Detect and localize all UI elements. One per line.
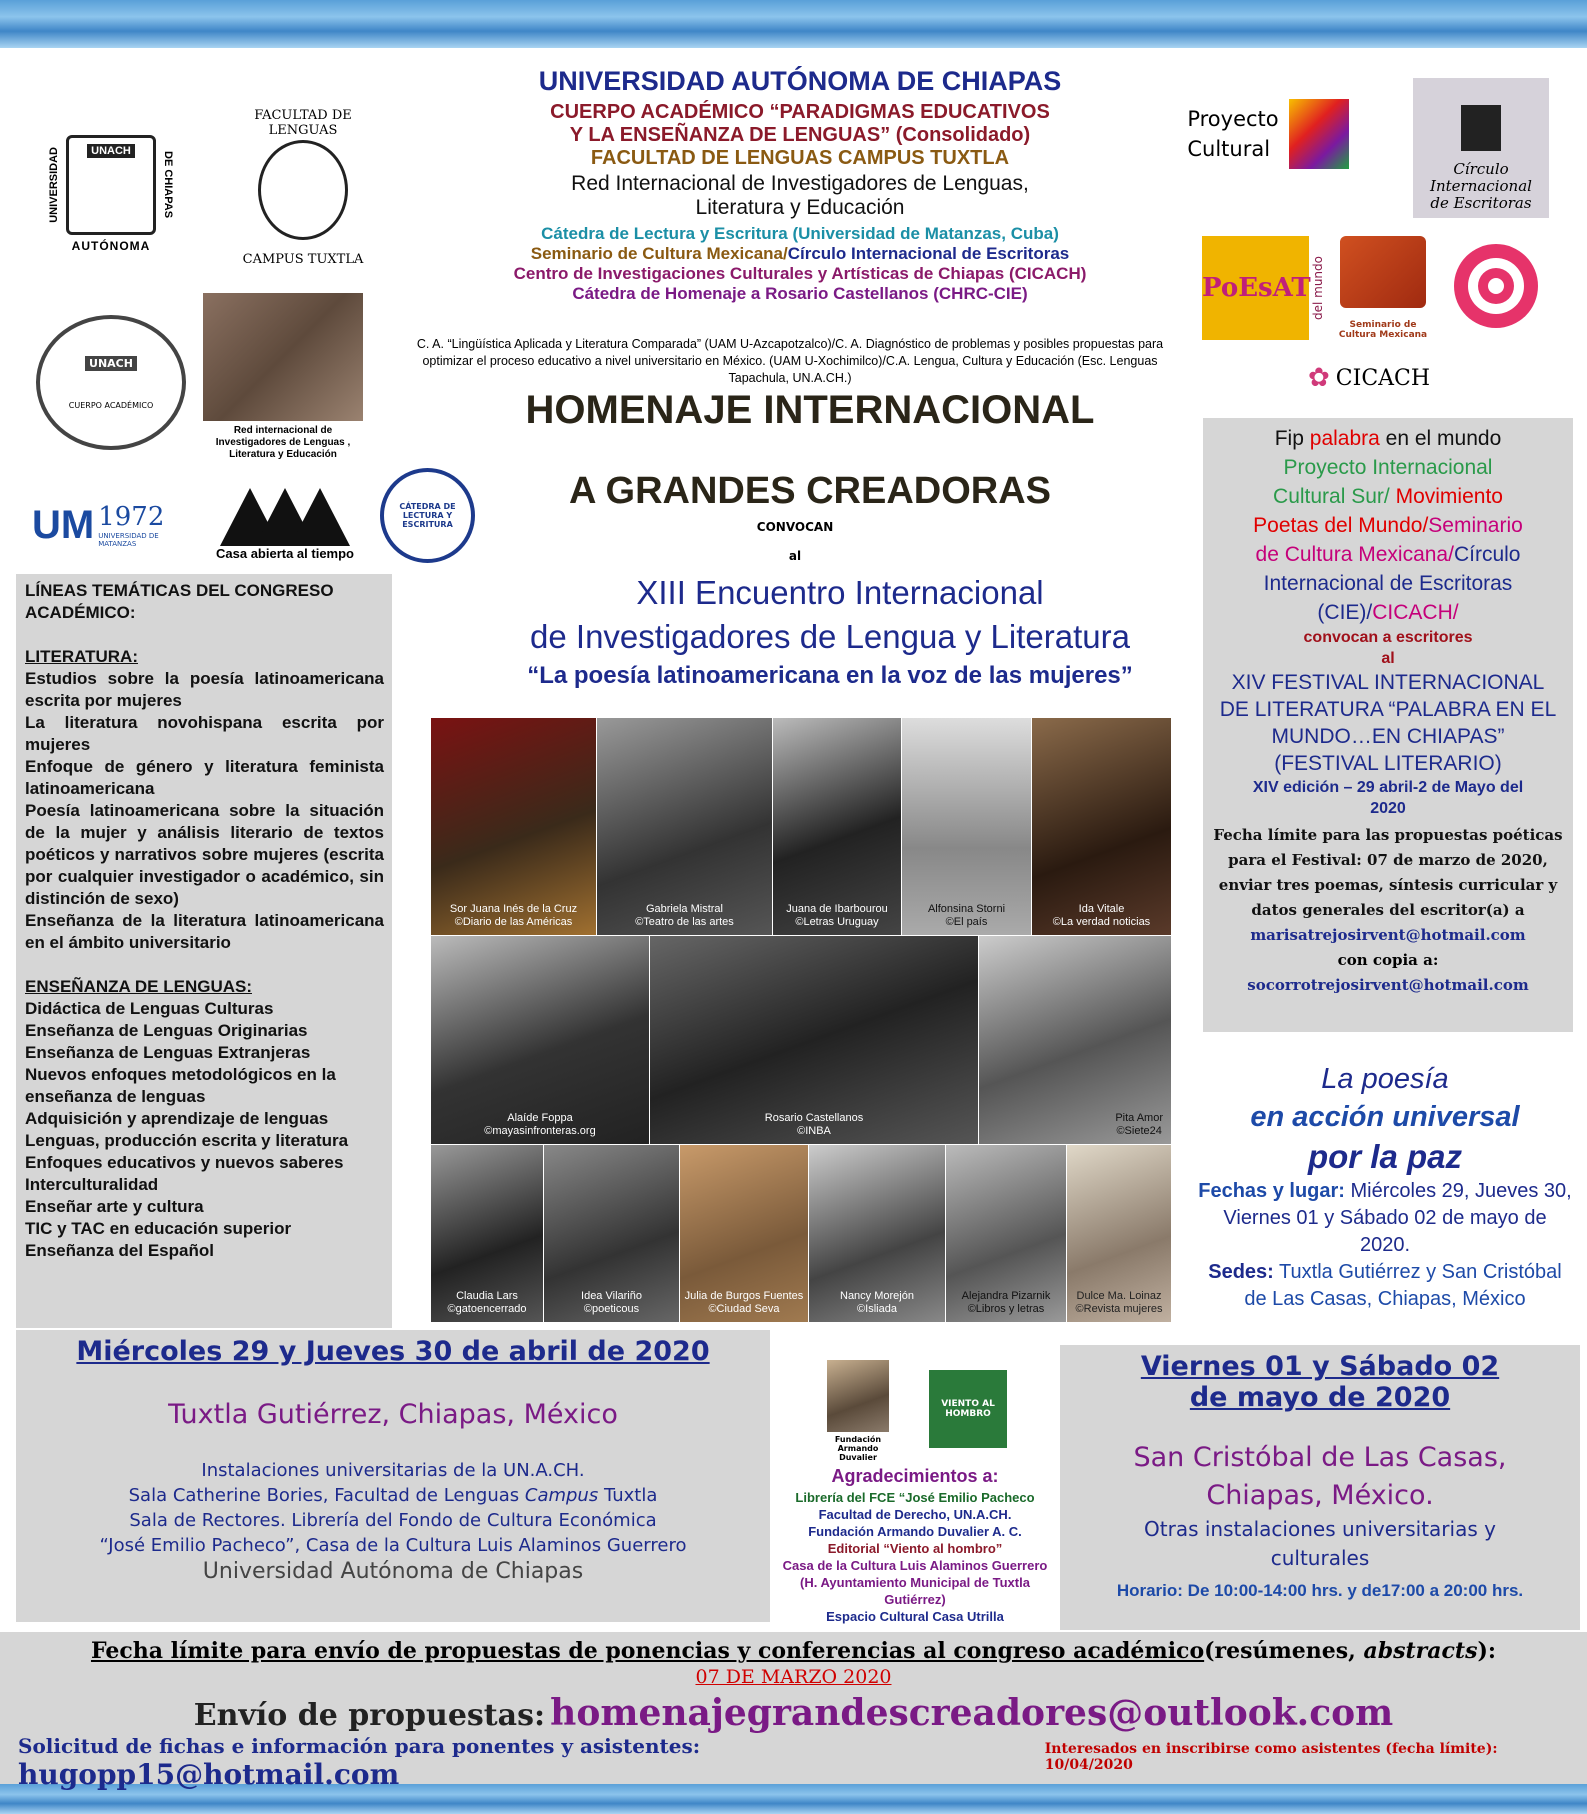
festival-panel <box>1203 418 1573 1032</box>
convocan-text: CONVOCAN <box>756 520 834 534</box>
photo-julia-de-burgos <box>680 1145 808 1322</box>
photo-credit: ©gatoencerrado <box>447 1302 527 1315</box>
red-logo <box>203 293 363 483</box>
cuerpo-academico-logo <box>36 315 186 450</box>
unach-logo-bottom-text: AUTÓNOMA <box>71 239 151 253</box>
venue-line-5: Universidad Autónoma de Chiapas <box>202 1559 584 1584</box>
circulo-3: de Escritoras <box>1430 194 1532 212</box>
ens-item: Didáctica de Lenguas Culturas <box>25 999 274 1018</box>
ens-item: Enseñanza de Lenguas Extranjeras <box>25 1043 311 1062</box>
solicitud-email-link[interactable]: hugopp15@hotmail.com <box>18 1758 400 1791</box>
photo-name: Dulce Ma. Loinaz <box>1076 1289 1162 1302</box>
lit-item: Enseñanza de la literatura latinoamericana en el ámbito universitario <box>25 911 384 952</box>
viento-al-hombro-logo <box>929 1370 1007 1448</box>
photo-credit: ©Libros y letras <box>967 1302 1045 1315</box>
red-line-1: Red Internacional de Investigadores de Lenguas, <box>571 172 1029 195</box>
photo-claudia-lars <box>431 1145 543 1322</box>
cicach-logo <box>1308 360 1458 396</box>
copia-text: con copia a: <box>1337 951 1439 969</box>
um-name: UNIVERSIDAD DE MATANZAS <box>98 532 159 548</box>
photo-nancy-morejon <box>809 1145 945 1322</box>
encuentro-line-2: de Investigadores de Lengua y Literatura <box>530 618 1130 655</box>
photo-credit: ©mayasinfronteras.org <box>484 1124 596 1137</box>
unach-logo-left-text: UNIVERSIDAD <box>48 147 60 223</box>
photo-name: Gabriela Mistral <box>645 902 723 915</box>
facultad-logo <box>218 100 388 280</box>
cicach-text: CICACH <box>1335 365 1431 391</box>
envio-email-link[interactable]: homenajegrandescreadores@outlook.com <box>550 1692 1394 1734</box>
seminario-text-1: Seminario <box>1428 514 1523 537</box>
venue-line-4: “José Emilio Pacheco”, Casa de la Cultura Luis Alaminos Guerrero <box>99 1535 687 1556</box>
sc-city-1: San Cristóbal de Las Casas, <box>1133 1442 1507 1473</box>
photo-sor-juana <box>431 718 596 935</box>
photo-name: Claudia Lars <box>456 1289 518 1302</box>
cuerpo-logo-sub: CUERPO ACADÉMICO <box>68 400 154 410</box>
lit-item: Poesía latinoamericana sobre la situación de la mujer y análisis literario de textos poéticos y narrativos sobre mujeres (escrita por cualquier investigador o académico, sin distinción de sexo) <box>25 801 384 908</box>
seminario-caption: Seminario de Cultura Mexicana <box>1338 320 1428 340</box>
sc-horario: Horario: De 10:00-14:00 hrs. y de17:00 a 20:00 hrs. <box>1116 1581 1524 1600</box>
unach-logo-center-text: UNACH <box>87 144 135 158</box>
deadline-date: 07 DE MARZO 2020 <box>695 1666 892 1688</box>
seminario-line: Seminario de Cultura Mexicana/ <box>530 244 788 263</box>
agradecimiento-item: Fundación Armando Duvalier A. C. <box>808 1524 1022 1539</box>
facultad-line: FACULTAD DE LENGUAS CAMPUS TUXTLA <box>590 147 1010 169</box>
poesat-logo <box>1202 236 1325 340</box>
photo-alfonsina-storni <box>902 718 1031 935</box>
photo-credit: ©Isliada <box>857 1302 897 1315</box>
grandes-title: A GRANDES CREADORAS <box>568 470 1052 512</box>
encuentro-line-1: XIII Encuentro Internacional <box>636 574 1044 611</box>
solicitud-label: Solicitud de fichas e información para ponentes y asistentes: <box>18 1734 701 1758</box>
proyecto-cultural-1: Proyecto <box>1187 107 1279 131</box>
venue-line-2a: Sala Catherine Bories, Facultad de Lenguas <box>128 1485 525 1506</box>
cicach-flower-icon: ✿ <box>1308 363 1330 393</box>
photo-ida-vitale <box>1032 718 1171 935</box>
circulo-line: Círculo Internacional de Escritoras <box>787 244 1070 263</box>
fechas-label: Fechas y lugar: <box>1198 1180 1345 1202</box>
lit-item: Enfoque de género y literatura feminista latinoamericana <box>25 757 384 798</box>
facultad-logo-bottom-text: CAMPUS TUXTLA <box>242 252 364 267</box>
photo-gabriela-mistral <box>597 718 772 935</box>
sc-dates-2: de mayo de 2020 <box>1189 1382 1451 1413</box>
photo-credit: ©poeticous <box>583 1302 640 1315</box>
ens-item: Enseñanza del Español <box>25 1241 214 1260</box>
circulo-2: Internacional <box>1430 177 1532 195</box>
lit-item: Estudios sobre la poesía latinoamericana escrita por mujeres <box>25 669 384 710</box>
palabra-text: palabra <box>1309 427 1380 450</box>
photo-alaide-foppa <box>431 936 649 1144</box>
catedra-badge-text: CÁTEDRA DE LECTURA Y ESCRITURA <box>399 502 456 529</box>
tema-line: “La poesía latinoamericana en la voz de las mujeres” <box>527 662 1133 689</box>
deadline-line <box>0 1638 1587 1664</box>
photo-name: Nancy Morejón <box>840 1289 914 1302</box>
top-water-strip <box>0 0 1587 48</box>
email-socorro-link[interactable]: socorrotrejosirvent@hotmail.com <box>1247 976 1529 994</box>
photo-name: Idea Vilariño <box>581 1289 642 1302</box>
festival-title: XIV FESTIVAL INTERNACIONAL DE LITERATURA “PALABRA EN EL MUNDO…EN CHIAPAS” (FESTIVAL LITERARIO) <box>1219 671 1557 775</box>
homenaje-title: HOMENAJE INTERNACIONAL <box>525 388 1095 432</box>
header-block <box>400 66 1200 304</box>
cuerpo-line-2: Y LA ENSEÑANZA DE LENGUAS” (Consolidado) <box>569 124 1031 146</box>
venue-line-2b: Campus <box>524 1485 599 1506</box>
agradecimiento-item: Espacio Cultural Casa Utrilla <box>826 1609 1004 1624</box>
sedes-label: Sedes: <box>1208 1261 1274 1283</box>
photo-juana-ibarbourou <box>773 718 901 935</box>
photo-grid <box>431 718 1171 1322</box>
fundacion-caption: Fundación Armando Duvalier <box>834 1435 882 1462</box>
poesia-line-3: por la paz <box>1307 1138 1463 1175</box>
cicach-text-right: CICACH/ <box>1372 601 1459 624</box>
photo-name: Pita Amor <box>1115 1111 1163 1124</box>
photo-dulce-loinaz <box>1067 1145 1171 1322</box>
circulo-escritoras-logo <box>1413 78 1549 218</box>
en-el-mundo-text: en el mundo <box>1385 427 1502 450</box>
ens-item: Nuevos enfoques metodológicos en la enseñanza de lenguas <box>25 1065 336 1106</box>
photo-credit: ©Letras Uruguay <box>795 915 879 928</box>
red-logo-caption: Red internacional de Investigadores de Lenguas , Literatura y Educación <box>215 425 351 460</box>
ens-item: Interculturalidad <box>25 1175 159 1194</box>
photo-credit: ©Revista mujeres <box>1075 1302 1163 1315</box>
seminario-logo <box>1330 236 1436 340</box>
photo-name: Julia de Burgos Fuentes <box>684 1289 804 1302</box>
cuerpo-logo-center: UNACH <box>85 356 137 371</box>
sc-dates-1: Viernes 01 y Sábado 02 <box>1140 1351 1500 1382</box>
proyecto-line-2: Cultural Sur/ <box>1273 485 1390 508</box>
lit-item: La literatura novohispana escrita por mujeres <box>25 713 384 754</box>
proyecto-cultural-logo <box>1178 78 1358 190</box>
al-right: al <box>1381 650 1395 667</box>
spiral-logo <box>1450 240 1542 332</box>
photo-name: Rosario Castellanos <box>764 1111 864 1124</box>
fechas-text: Miércoles 29, Jueves 30, Viernes 01 y Sábado 02 de mayo de 2020. <box>1223 1180 1572 1256</box>
red-logo-image <box>203 293 363 421</box>
movimiento-text: Movimiento <box>1395 485 1503 508</box>
uam-logo-mark <box>220 488 350 546</box>
lineas-title: LÍNEAS TEMÁTICAS DEL CONGRESO ACADÉMICO: <box>25 581 334 622</box>
tuxtla-dates: Miércoles 29 y Jueves 30 de abril de 2020 <box>76 1336 710 1367</box>
deadline-extra-1: (resúmenes, <box>1204 1638 1364 1664</box>
photo-name: Ida Vitale <box>1078 902 1125 915</box>
red-line-2: Literatura y Educación <box>695 196 905 219</box>
deadline-label: Fecha límite para envío de propuestas de ponencias y conferencias al congreso académico <box>90 1638 1205 1664</box>
poesat-text: PoEsAT <box>1202 273 1311 303</box>
agradecimientos-block <box>775 1466 1055 1625</box>
envio-label: Envío de propuestas: <box>193 1698 546 1733</box>
lineas-tematicas-panel <box>16 574 392 1328</box>
agradecimiento-item: Casa de la Cultura Luis Alaminos Guerrero (H. Ayuntamiento Municipal de Tuxtla Gutiérrez) <box>782 1558 1048 1607</box>
al-text: al <box>788 549 802 563</box>
photo-name: Alejandra Pizarnik <box>961 1289 1051 1302</box>
seminario-text-2: de Cultura Mexicana/ <box>1255 543 1454 566</box>
catedra-lectura-line: Cátedra de Lectura y Escritura (Universidad de Matanzas, Cuba) <box>541 224 1059 243</box>
san-cristobal-panel <box>1060 1345 1580 1630</box>
sc-otras: Otras instalaciones universitarias y culturales <box>1144 1517 1496 1570</box>
um-year: 1972 <box>98 502 165 532</box>
ens-item: Lenguas, producción escrita y literatura <box>25 1131 349 1150</box>
fecha-limite-poeticas: Fecha límite para las propuestas poéticas para el Festival: 07 de marzo de 2020, enviar tres poemas, síntesis curricular y datos generales del escritor(a) a <box>1213 826 1563 919</box>
convocan-escritores: convocan a escritores <box>1303 629 1473 646</box>
university-title: UNIVERSIDAD AUTÓNOMA DE CHIAPAS <box>538 66 1062 96</box>
tuxtla-panel <box>16 1330 770 1622</box>
poesia-line-1: La poesía <box>1321 1063 1449 1095</box>
tuxtla-city: Tuxtla Gutiérrez, Chiapas, México <box>168 1399 618 1430</box>
photo-credit: ©Teatro de las artes <box>635 915 734 928</box>
photo-credit: ©Siete24 <box>1116 1124 1162 1137</box>
footer-panel <box>0 1632 1587 1791</box>
proyecto-cultural-2: Cultural <box>1187 137 1271 161</box>
circulo-text-1: Círculo <box>1453 543 1521 566</box>
venue-line-1: Instalaciones universitarias de la UN.A.CH. <box>201 1460 585 1481</box>
photo-rosario-castellanos <box>650 936 978 1144</box>
ens-item: TIC y TAC en educación superior <box>25 1219 292 1238</box>
photo-name: Juana de Ibarbourou <box>786 902 888 915</box>
uam-logo <box>210 488 360 568</box>
fundacion-portrait <box>827 1360 889 1432</box>
agradecimiento-item: Facultad de Derecho, UN.A.CH. <box>818 1507 1012 1522</box>
ens-item: Enfoques educativos y nuevos saberes <box>25 1153 344 1172</box>
interesados-text: Interesados en inscribirse como asistentes (fecha límite): 10/04/2020 <box>1044 1741 1498 1773</box>
venue-line-2c: Tuxtla <box>598 1485 658 1506</box>
photo-name: Alaíde Foppa <box>507 1111 573 1124</box>
ca-text: C. A. “Lingüística Aplicada y Literatura Comparada” (UAM U-Azcapotzalco)/C. A. Diagnóstico de problemas y posibles propuestas para optimizar el proceso educativo a nivel universitario en México. (UAM U-Xochimilco)/C.A. Lengua, Cultura y Educación (Esc. Lenguas Tapachula, UN.A.CH.) <box>416 337 1164 385</box>
ens-item: Adquisición y aprendizaje de lenguas <box>25 1109 329 1128</box>
cuerpo-line-1: CUERPO ACADÉMICO “PARADIGMAS EDUCATIVOS <box>550 101 1050 123</box>
circulo-text-2: Internacional de Escritoras <box>1263 572 1513 595</box>
photo-credit: ©Ciudad Seva <box>708 1302 780 1315</box>
photo-credit: ©La verdad noticias <box>1052 915 1151 928</box>
circulo-1: Círculo <box>1453 160 1509 178</box>
deadline-extra-3: ): <box>1477 1638 1497 1664</box>
poesat-side: del mundo <box>1310 255 1325 320</box>
agradecimientos-title: Agradecimientos a: <box>831 1466 999 1486</box>
photo-credit: ©El país <box>945 915 988 928</box>
unach-logo <box>30 120 192 268</box>
proyecto-line-1: Proyecto Internacional <box>1283 456 1493 479</box>
photo-pita-amor <box>979 936 1171 1144</box>
poesia-block <box>1180 1060 1587 1313</box>
deadline-extra-2: abstracts <box>1363 1638 1478 1664</box>
fundacion-logo <box>818 1360 898 1462</box>
ens-item: Enseñar arte y cultura <box>25 1197 204 1216</box>
ensenanza-heading: ENSEÑANZA DE LENGUAS: <box>25 977 252 996</box>
unach-logo-right-text: DE CHIAPAS <box>162 151 174 219</box>
centro-line: Centro de Investigaciones Culturales y Artísticas de Chiapas (CICACH) <box>513 264 1087 283</box>
photo-idea-vilarino <box>544 1145 679 1322</box>
uam-caption: Casa abierta al tiempo <box>216 546 354 561</box>
agradecimiento-item: Editorial “Viento al hombro” <box>827 1541 1003 1556</box>
facultad-logo-top-text: FACULTAD DE LENGUAS <box>254 108 352 138</box>
viento-text: VIENTO AL HOMBRO <box>941 1399 995 1419</box>
proyecto-cultural-mark <box>1289 99 1349 169</box>
photo-credit: ©INBA <box>797 1124 831 1137</box>
sedes-text: Tuxtla Gutiérrez y San Cristóbal de Las Casas, Chiapas, México <box>1244 1261 1562 1310</box>
agradecimiento-item: Librería del FCE “José Emilio Pacheco <box>795 1490 1035 1505</box>
edicion-text: XIV edición – 29 abril-2 de Mayo del 2020 <box>1252 779 1524 817</box>
email-marisa-link[interactable]: marisatrejosirvent@hotmail.com <box>1250 926 1526 944</box>
poetas-text: Poetas del Mundo/ <box>1253 514 1429 537</box>
fip-text: Fip <box>1274 427 1304 450</box>
photo-name: Sor Juana Inés de la Cruz <box>449 902 578 915</box>
cie-text: (CIE)/ <box>1317 601 1373 624</box>
catedra-homenaje-line: Cátedra de Homenaje a Rosario Castellanos (CHRC-CIE) <box>572 284 1028 303</box>
ens-item: Enseñanza de Lenguas Originarias <box>25 1021 308 1040</box>
photo-credit: ©Diario de las Américas <box>454 915 573 928</box>
literatura-heading: LITERATURA: <box>25 647 138 666</box>
poesia-line-2: en acción universal <box>1250 1101 1520 1133</box>
sc-city-2: Chiapas, México. <box>1206 1480 1434 1511</box>
venue-line-3: Sala de Rectores. Librería del Fondo de Cultura Económica <box>129 1510 657 1531</box>
photo-name: Alfonsina Storni <box>927 902 1006 915</box>
universidad-matanzas-logo: UM 1972 UNIVERSIDAD DE MATANZAS <box>32 492 177 558</box>
photo-alejandra-pizarnik <box>946 1145 1066 1322</box>
